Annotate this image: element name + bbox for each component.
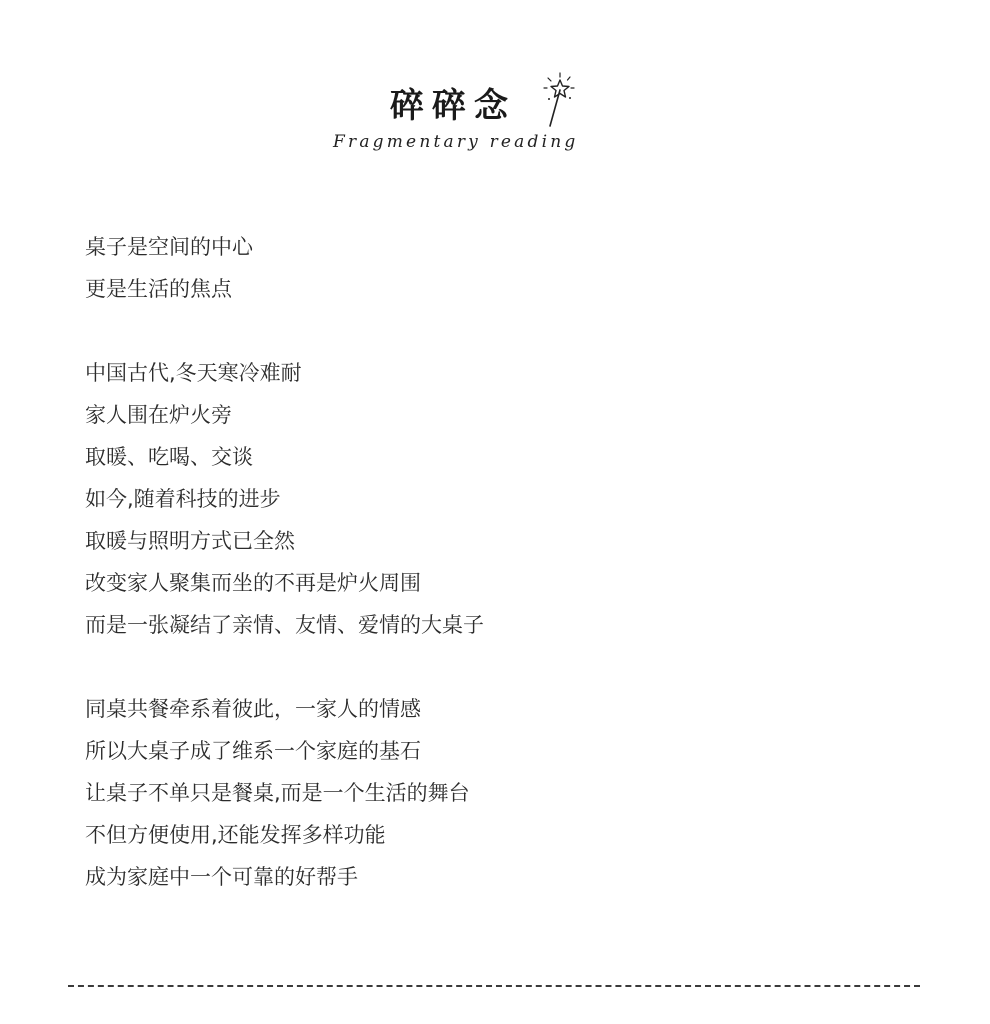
text-line: 成为家庭中一个可靠的好帮手 bbox=[85, 865, 358, 889]
text-line: 而是一张凝结了亲情、友情、爱情的大桌子 bbox=[85, 613, 484, 637]
text-line: 更是生活的焦点 bbox=[85, 277, 232, 301]
text-line: 取暖与照明方式已全然 bbox=[85, 529, 295, 553]
article-body bbox=[85, 226, 925, 940]
text-line: 家人围在炉火旁 bbox=[85, 403, 232, 427]
text-line: 改变家人聚集而坐的不再是炉火周围 bbox=[85, 571, 421, 595]
page-subtitle: Fragmentary reading bbox=[333, 132, 579, 152]
text-line: 中国古代,冬天寒冷难耐 bbox=[85, 361, 302, 385]
text-line: 取暖、吃喝、交谈 bbox=[85, 445, 253, 469]
stanza bbox=[85, 226, 925, 310]
text-line: 桌子是空间的中心 bbox=[85, 235, 253, 259]
stanza bbox=[85, 352, 925, 646]
text-line: 同桌共餐牵系着彼此，一家人的情感 bbox=[85, 697, 421, 721]
text-line: 所以大桌子成了维系一个家庭的基石 bbox=[85, 739, 421, 763]
text-line: 如今,随着科技的进步 bbox=[85, 487, 281, 511]
magic-wand-icon bbox=[540, 72, 578, 128]
dashed-divider bbox=[68, 985, 920, 987]
header bbox=[0, 70, 990, 160]
text-line: 让桌子不单只是餐桌,而是一个生活的舞台 bbox=[85, 781, 470, 805]
text-line: 不但方便使用,还能发挥多样功能 bbox=[85, 823, 386, 847]
page-title: 碎碎念 bbox=[390, 86, 516, 126]
stanza bbox=[85, 688, 925, 898]
